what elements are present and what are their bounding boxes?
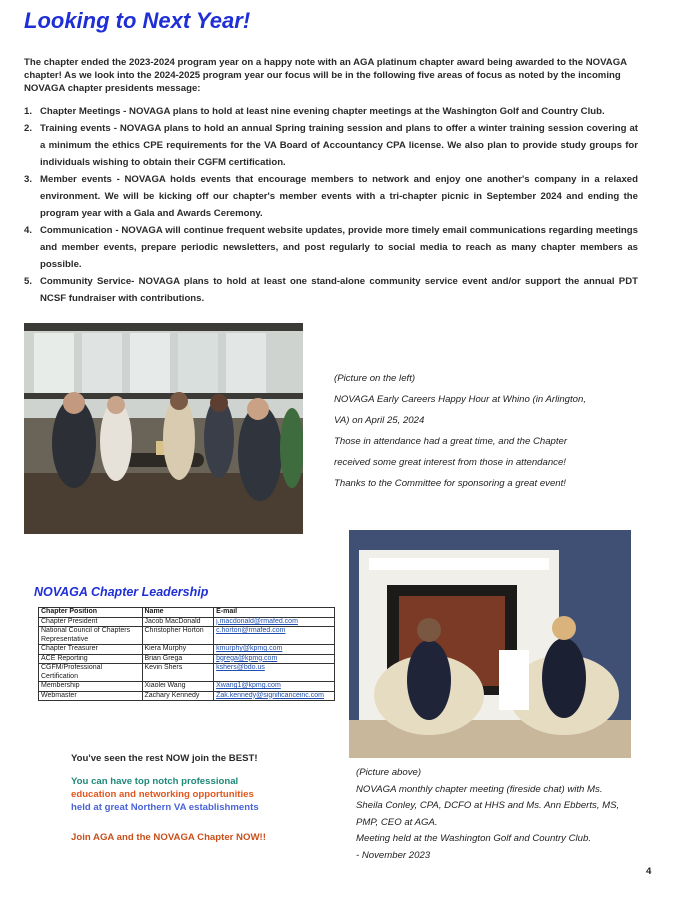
list-item bbox=[24, 103, 638, 120]
happy-hour-photo bbox=[24, 323, 303, 534]
column-header: Name bbox=[142, 608, 214, 618]
name-cell: Kevin Shers bbox=[142, 664, 214, 682]
list-number: 5. bbox=[24, 276, 33, 287]
page-number: 4 bbox=[646, 866, 652, 877]
focus-areas-list bbox=[24, 103, 638, 307]
table-row bbox=[39, 627, 335, 645]
caption-line: Sheila Conley, CPA, DCFO at HHS and Ms. Ann Ebberts, MS, bbox=[356, 800, 620, 811]
column-header: E-mail bbox=[214, 608, 335, 618]
intro-paragraph: The chapter ended the 2023-2024 program year on a happy note with an AGA platinum chapter award being awarded to the NOVAGA chapter! As we look into the 2024-2025 program year our focus will be in the following five areas of focus as noted by the incoming NOVAGA chapter presidents message: bbox=[24, 57, 627, 94]
position-cell: CGFM/Professional Certification bbox=[39, 664, 143, 682]
name-cell: Zachary Kennedy bbox=[142, 691, 214, 701]
list-text: Communication - NOVAGA will continue frequent website updates, provide more timely email communications regarding meetings and member events, prepare periodic newsletters, and post regularly to social media to reach as many chapter members as possible. bbox=[40, 225, 638, 270]
join-call-to-action: Join AGA and the NOVAGA Chapter NOW!! bbox=[71, 832, 266, 843]
email-link[interactable]: kmurphy@kpmg.com bbox=[214, 645, 335, 655]
list-number: 2. bbox=[24, 123, 33, 134]
name-cell: Kiera Murphy bbox=[142, 645, 214, 655]
caption-line: Those in attendance had a great time, and the Chapter bbox=[334, 436, 568, 447]
table-row bbox=[39, 691, 335, 701]
right-photo-caption bbox=[356, 765, 656, 864]
left-photo-caption bbox=[334, 368, 634, 494]
caption-line: NOVAGA Early Careers Happy Hour at Whino (in Arlington, bbox=[334, 394, 587, 405]
position-cell: ACE Reporting bbox=[39, 654, 143, 664]
list-text: Community Service- NOVAGA plans to hold at least one stand-alone community service event and/or support the annual PDT NCSF fundraiser with contributions. bbox=[40, 276, 638, 304]
promo-line-blue: held at great Northern VA establishments bbox=[71, 802, 259, 813]
list-text: Chapter Meetings - NOVAGA plans to hold at least nine evening chapter meetings at the Washington Golf and Country Club. bbox=[40, 106, 605, 117]
list-number: 4. bbox=[24, 225, 33, 236]
promo-line-teal: You can have top notch professional bbox=[71, 776, 239, 787]
caption-line: Thanks to the Committee for sponsoring a great event! bbox=[334, 478, 566, 489]
list-text: Member events - NOVAGA holds events that encourage members to network and enjoy one another's company in a relaxed environment. We will be kicking off our chapter's member events with a tri-chapter picnic in September 2024 and ending the program year with a Gala and Awards Ceremony. bbox=[40, 174, 638, 219]
caption-line: - November 2023 bbox=[356, 849, 431, 861]
email-link[interactable]: bgrega@kpmg.com bbox=[214, 654, 335, 664]
table-row bbox=[39, 617, 335, 627]
position-cell: Webmaster bbox=[39, 691, 143, 701]
caption-line: PMP, CEO at AGA. bbox=[356, 816, 438, 828]
leadership-title: NOVAGA Chapter Leadership bbox=[34, 585, 209, 599]
promo-line-orange: education and networking opportunities bbox=[71, 789, 254, 800]
list-item bbox=[24, 273, 638, 307]
table-row bbox=[39, 645, 335, 655]
caption-line: received some great interest from those in attendance! bbox=[334, 457, 566, 468]
table-row bbox=[39, 682, 335, 692]
email-link[interactable]: c.horton@rmafed.com bbox=[214, 627, 335, 645]
name-cell: Christopher Horton bbox=[142, 627, 214, 645]
position-cell: Chapter President bbox=[39, 617, 143, 627]
position-cell: Membership bbox=[39, 682, 143, 692]
name-cell: Xiaolei Wang bbox=[142, 682, 214, 692]
email-link[interactable]: Xwang1@kpmg.com bbox=[214, 682, 335, 692]
promo-headline: You've seen the rest NOW join the BEST! bbox=[71, 753, 258, 764]
list-item bbox=[24, 222, 638, 273]
leadership-table bbox=[38, 607, 335, 701]
table-header-row bbox=[39, 608, 335, 618]
page-title: Looking to Next Year! bbox=[24, 8, 251, 33]
email-link[interactable]: j.macdonald@rmafed.com bbox=[214, 617, 335, 627]
email-link[interactable]: Zak.kennedy@significanceinc.com bbox=[214, 691, 335, 701]
list-text: Training events - NOVAGA plans to hold an annual Spring training session and plans to offer a winter training session covering at a minimum the ethics CPE requirements for the VA Board of Accountancy CPA license. We also plan to provide study groups for individuals wishing to obtain their CGFM certification. bbox=[40, 123, 638, 168]
email-link[interactable]: kshers@bdo.us bbox=[214, 664, 335, 682]
table-row bbox=[39, 654, 335, 664]
position-cell: National Council of Chapters Representative bbox=[39, 627, 143, 645]
name-cell: Brian Grega bbox=[142, 654, 214, 664]
name-cell: Jacob MacDonald bbox=[142, 617, 214, 627]
column-header: Chapter Position bbox=[39, 608, 143, 618]
caption-line: VA) on April 25, 2024 bbox=[334, 415, 425, 426]
table-row bbox=[39, 664, 335, 682]
list-item bbox=[24, 171, 638, 222]
position-cell: Chapter Treasurer bbox=[39, 645, 143, 655]
fireside-chat-photo bbox=[349, 530, 631, 758]
caption-line: NOVAGA monthly chapter meeting (fireside chat) with Ms. bbox=[356, 783, 603, 795]
list-number: 3. bbox=[24, 174, 33, 185]
caption-line: (Picture above) bbox=[356, 767, 422, 778]
list-item bbox=[24, 120, 638, 171]
caption-line: (Picture on the left) bbox=[334, 373, 416, 384]
list-number: 1. bbox=[24, 106, 33, 117]
caption-line: Meeting held at the Washington Golf and Country Club. bbox=[356, 833, 592, 844]
